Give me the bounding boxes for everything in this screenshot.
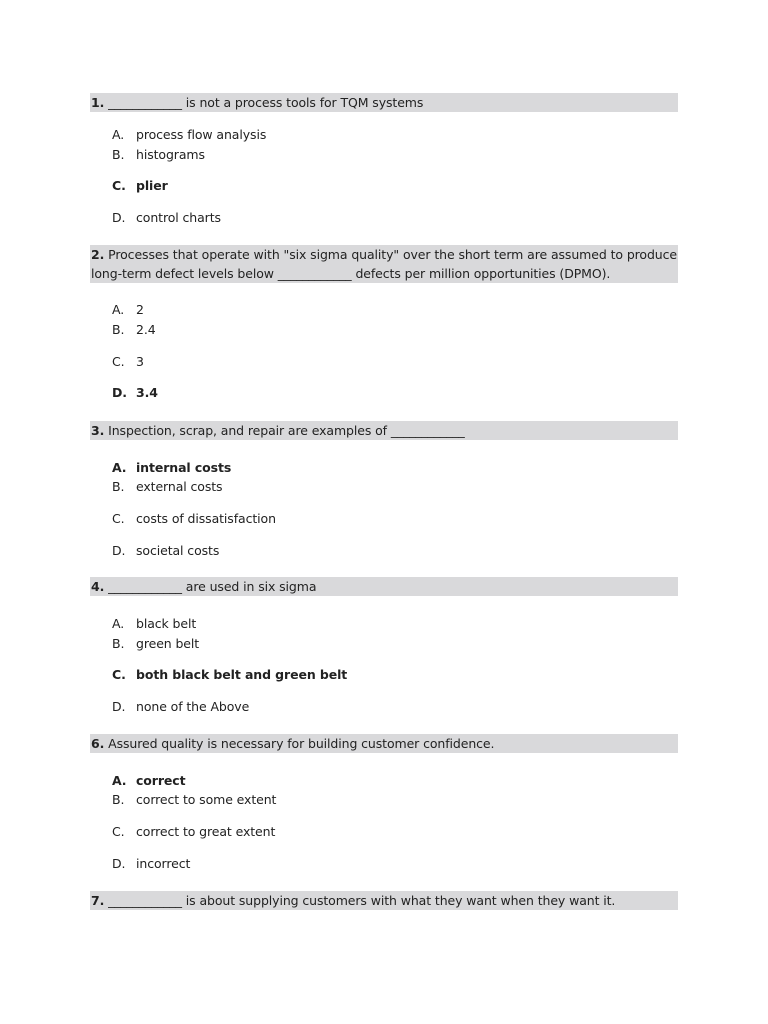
option-letter: D. [112, 699, 126, 714]
question-4 [90, 577, 678, 596]
option-1a [112, 127, 266, 143]
question-text: ____________ is about supplying customers with what they want when they want it. [108, 893, 616, 908]
option-letter: C. [112, 178, 126, 193]
question-number: 4. [91, 579, 105, 594]
option-text: histograms [136, 147, 205, 162]
option-text: green belt [136, 636, 200, 651]
option-text: process flow analysis [136, 127, 267, 142]
option-6d [112, 856, 190, 872]
option-4a [112, 616, 196, 632]
option-letter: B. [112, 147, 125, 162]
option-letter: D. [112, 385, 127, 400]
option-text: costs of dissatisfaction [136, 511, 276, 526]
question-text: Assured quality is necessary for building customer confidence. [108, 736, 495, 751]
option-text: 3.4 [136, 385, 158, 400]
question-text: ____________ are used in six sigma [108, 579, 317, 594]
option-text: external costs [136, 479, 223, 494]
question-6 [90, 734, 678, 753]
option-text: black belt [136, 616, 197, 631]
option-2a [112, 302, 144, 318]
question-text: Inspection, scrap, and repair are examples of ____________ [108, 423, 465, 438]
option-3d [112, 543, 219, 559]
option-letter: B. [112, 792, 125, 807]
option-text: both black belt and green belt [136, 667, 348, 682]
option-2c [112, 354, 144, 370]
option-3c [112, 511, 276, 527]
question-number: 6. [91, 736, 105, 751]
option-text: plier [136, 178, 168, 193]
option-3b [112, 479, 222, 495]
option-2b [112, 322, 156, 338]
option-letter: B. [112, 636, 125, 651]
option-text: correct [136, 773, 186, 788]
option-text: none of the Above [136, 699, 250, 714]
option-4b [112, 636, 199, 652]
option-text: incorrect [136, 856, 191, 871]
option-6a [112, 773, 186, 789]
question-number: 2. [91, 247, 105, 262]
option-letter: B. [112, 479, 125, 494]
option-text: control charts [136, 210, 221, 225]
option-text: societal costs [136, 543, 220, 558]
question-3 [90, 421, 678, 440]
option-text: 2.4 [136, 322, 156, 337]
option-text: internal costs [136, 460, 232, 475]
option-text: correct to some extent [136, 792, 277, 807]
option-letter: C. [112, 511, 125, 526]
option-1c [112, 178, 168, 194]
option-3a [112, 460, 231, 476]
question-1 [90, 93, 678, 112]
option-4d [112, 699, 249, 715]
option-1d [112, 210, 221, 226]
option-2d [112, 385, 158, 401]
question-number: 7. [91, 893, 105, 908]
option-letter: A. [112, 460, 127, 475]
question-7 [90, 891, 678, 910]
question-text: ____________ is not a process tools for TQM systems [108, 95, 424, 110]
option-4c [112, 667, 347, 683]
question-number: 3. [91, 423, 105, 438]
option-letter: D. [112, 543, 126, 558]
option-letter: B. [112, 322, 125, 337]
question-text: Processes that operate with "six sigma quality" over the short term are assumed to produce long-term defect levels below ____________ defects per million opportunities (DPMO). [91, 247, 677, 281]
option-text: 2 [136, 302, 144, 317]
question-number: 1. [91, 95, 105, 110]
question-2 [90, 245, 678, 283]
option-text: correct to great extent [136, 824, 276, 839]
option-6b [112, 792, 276, 808]
option-letter: A. [112, 773, 127, 788]
option-letter: A. [112, 302, 125, 317]
option-6c [112, 824, 275, 840]
option-letter: A. [112, 616, 125, 631]
option-letter: C. [112, 667, 126, 682]
option-letter: D. [112, 856, 126, 871]
option-1b [112, 147, 205, 163]
option-letter: D. [112, 210, 126, 225]
option-letter: C. [112, 824, 125, 839]
option-letter: C. [112, 354, 125, 369]
option-text: 3 [136, 354, 144, 369]
option-letter: A. [112, 127, 125, 142]
